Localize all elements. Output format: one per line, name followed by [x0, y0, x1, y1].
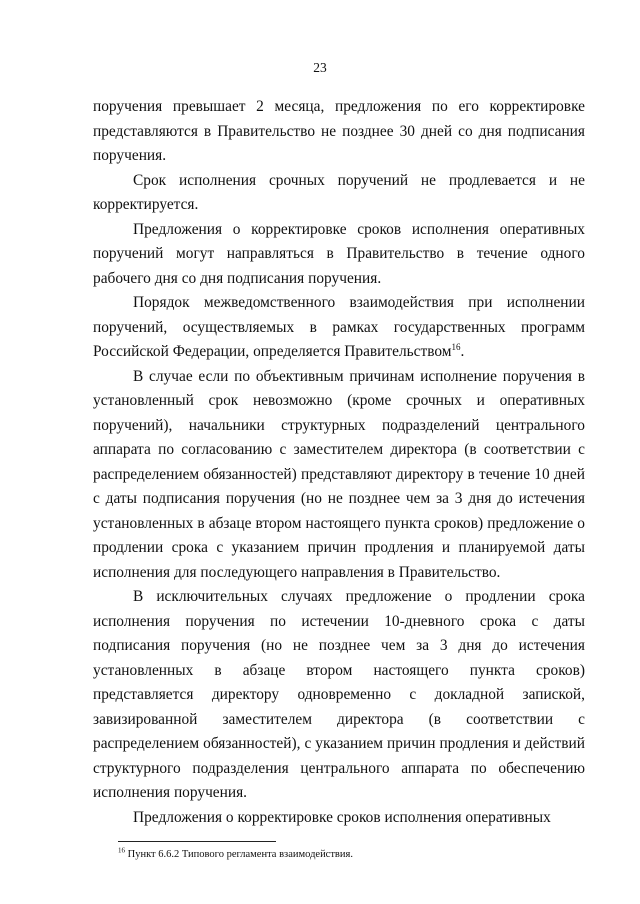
paragraph-4-tail: . — [460, 343, 465, 360]
footnote-text: Пункт 6.6.2 Типового регламента взаимодействия. — [127, 849, 353, 860]
paragraph-5: В случае если по объективным причинам исполнение поручения в установленный срок невозможно (кроме срочных и оперативных поручений), начальники структурных подразделений центрального аппарата по согласованию с заместителем директора (в соответствии с распределением обязанностей) представляют директору в течение 10 дней с даты подписания поручения (но не позднее чем за 3 дня до истечения установленных в абзаце втором настоящего пункта сроков) предложение о продлении срока с указанием причин продления и планируемой даты исполнения для последующего направления в Правительство. — [93, 367, 585, 581]
footnote-ref-16[interactable]: 16 — [451, 341, 461, 352]
paragraph-4 — [93, 291, 585, 365]
footnote-number: 16 — [118, 846, 125, 855]
paragraph-7: Предложения о корректировке сроков исполнения оперативных — [133, 808, 551, 826]
paragraph-4-text: Порядок межведомственного взаимодействия при исполнении поручений, осуществляемых в рамках государственных программ Российской Федерации, определяется Правительством — [93, 294, 585, 360]
paragraph-1: поручения превышает 2 месяца, предложения по его корректировке представляются в Правительство не позднее 30 дней со дня подписания поручения. — [93, 98, 585, 164]
document-body — [93, 95, 585, 830]
page-number: 23 — [313, 60, 327, 75]
paragraph-2: Срок исполнения срочных поручений не продлевается и не корректируется. — [93, 171, 585, 213]
footnote-divider — [118, 841, 276, 842]
footnote — [118, 848, 578, 862]
paragraph-6: В исключительных случаях предложение о продлении срока исполнения поручения по истечении 10-дневного срока с даты подписания поручения (но не позднее чем за 3 дня до истечения установленных в абзаце втором настоящего пункта сроков) представляется директору одновременно с докладной запиской, завизированной заместителем директора (в соответствии с распределением обязанностей), с указанием причин продления и действий структурного подразделения центрального аппарата по обеспечению исполнения поручения. — [93, 588, 585, 801]
paragraph-3: Предложения о корректировке сроков исполнения оперативных поручений могут направляться в Правительство в течение одного рабочего дня со дня подписания поручения. — [93, 220, 585, 287]
